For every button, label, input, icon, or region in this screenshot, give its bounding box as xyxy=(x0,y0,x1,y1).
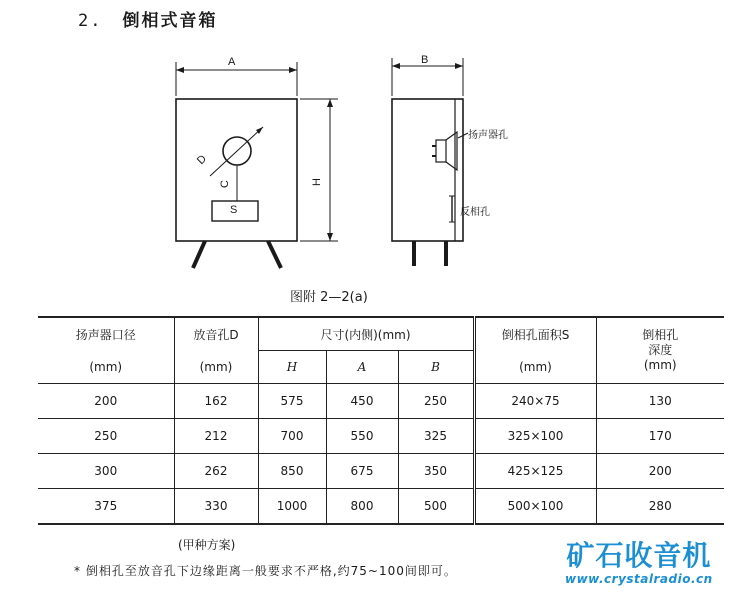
reflex-port-callout: 反相孔 xyxy=(460,207,490,218)
table-header-row xyxy=(38,317,724,351)
table-row xyxy=(38,489,724,525)
cell-speaker: 250 xyxy=(38,419,174,454)
header-a: A xyxy=(326,351,398,384)
section-title: 倒相式音箱 xyxy=(122,11,218,31)
speaker-hole-callout: 扬声器孔 xyxy=(468,130,508,141)
cell-b: 325 xyxy=(398,419,474,454)
label-a: A xyxy=(228,56,236,68)
cell-a: 450 xyxy=(326,384,398,419)
cell-b: 500 xyxy=(398,489,474,525)
header-hole: 放音孔D xyxy=(174,317,258,351)
header-area: 倒相孔面积S xyxy=(474,317,596,351)
table-row xyxy=(38,384,724,419)
cell-speaker: 375 xyxy=(38,489,174,525)
header-dims: 尺寸(内侧)(mm) xyxy=(258,317,474,351)
cell-s: 425×125 xyxy=(474,454,596,489)
cell-s: 325×100 xyxy=(474,419,596,454)
watermark-logo xyxy=(565,540,713,586)
label-c: C xyxy=(218,180,231,188)
cell-d: 262 xyxy=(174,454,258,489)
table-row xyxy=(38,454,724,489)
cell-s: 240×75 xyxy=(474,384,596,419)
cell-a: 550 xyxy=(326,419,398,454)
cell-depth: 130 xyxy=(596,384,724,419)
cell-h: 700 xyxy=(258,419,326,454)
cell-h: 850 xyxy=(258,454,326,489)
cell-b: 250 xyxy=(398,384,474,419)
cell-speaker: 200 xyxy=(38,384,174,419)
header-depth-line2: 深度 xyxy=(648,343,673,357)
unit-speaker: (mm) xyxy=(89,359,123,374)
watermark-url: www.crystalradio.cn xyxy=(565,572,713,586)
cell-a: 675 xyxy=(326,454,398,489)
figure-caption: 图附 2—2(a) xyxy=(290,290,368,305)
unit-hole: (mm) xyxy=(174,351,258,384)
table-row xyxy=(38,419,724,454)
label-d: D xyxy=(194,152,210,168)
cell-h: 575 xyxy=(258,384,326,419)
header-depth-unit: (mm) xyxy=(643,358,677,372)
label-b: B xyxy=(421,54,429,66)
cell-d: 330 xyxy=(174,489,258,525)
footnote: * 倒相孔至放音孔下边缘距离一般要求不严格,约75~100间即可。 xyxy=(74,564,457,578)
cell-speaker: 300 xyxy=(38,454,174,489)
header-speaker: 扬声器口径 xyxy=(38,317,174,351)
spec-table xyxy=(38,316,724,525)
cell-depth: 170 xyxy=(596,419,724,454)
label-s: S xyxy=(230,204,238,216)
cell-d: 212 xyxy=(174,419,258,454)
scheme-label: (甲种方案) xyxy=(178,538,236,552)
cell-d: 162 xyxy=(174,384,258,419)
cell-h: 1000 xyxy=(258,489,326,525)
header-depth xyxy=(596,317,724,384)
cell-a: 800 xyxy=(326,489,398,525)
label-h: H xyxy=(310,178,323,186)
cell-depth: 200 xyxy=(596,454,724,489)
header-h: H xyxy=(258,351,326,384)
header-depth-line1: 倒相孔 xyxy=(642,328,679,342)
watermark-title: 矿石收音机 xyxy=(566,539,712,572)
cell-b: 350 xyxy=(398,454,474,489)
cell-s: 500×100 xyxy=(474,489,596,525)
section-number: 2. xyxy=(78,11,103,31)
header-b: B xyxy=(398,351,474,384)
cell-depth: 280 xyxy=(596,489,724,525)
unit-area: (mm) xyxy=(474,351,596,384)
